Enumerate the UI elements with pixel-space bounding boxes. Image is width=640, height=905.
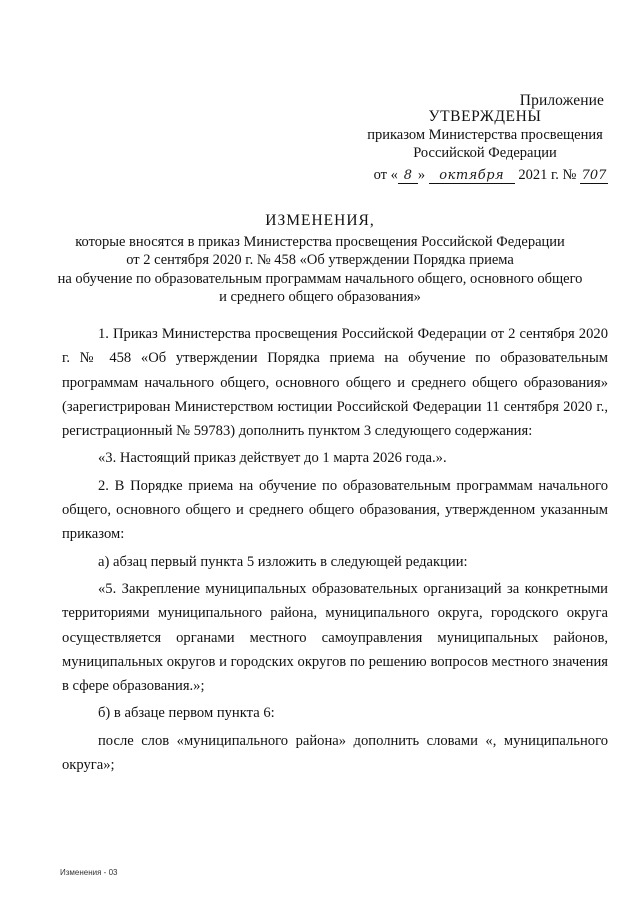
paragraph-7: после слов «муниципального района» дополнить словами «, муниципального округа»; [62,732,608,774]
document-body [62,322,608,780]
date-year: 2021 г. № [518,167,577,183]
title-line-1: которые вносятся в приказ Министерства просвещения Российской Федерации [75,233,565,250]
paragraph-6: б) в абзаце первом пункта 6: [98,705,275,722]
approval-date-line [360,166,610,184]
paragraph-5: «5. Закрепление муниципальных образовательных организаций за конкретными территориями муниципального района, муниципального округа, городского округа осуществляется органами местного самоуправления муниципальных районов, муниципальных округов и городских округов по решению вопросов местного значения в сфере образования.»; [62,580,608,695]
paragraph-1: 1. Приказ Министерства просвещения Российской Федерации от 2 сентября 2020 г. № 458 «Об утверждении Порядка приема на обучение по образовательным программам начального общего, основного общего и среднего общего образования» (зарегистрирован Министерством юстиции Российской Федерации 11 сентября 2020 г., регистрационный № 59783) дополнить пунктом 3 следующего содержания: [62,326,608,440]
title-heading: ИЗМЕНЕНИЯ, [265,212,375,229]
handwritten-day: 8 [398,169,418,184]
approval-block [360,108,610,184]
paragraph-4: а) абзац первый пункта 5 изложить в следующей редакции: [98,553,468,570]
document-title [40,212,600,307]
footer-code: Изменения - 03 [60,868,118,877]
approved-heading: УТВЕРЖДЕНЫ [428,108,542,125]
handwritten-order-number: 707 [581,168,607,183]
approval-order-line-2: Российской Федерации [413,145,557,161]
handwritten-month: октября [429,169,515,184]
title-line-4: и среднего общего образования» [219,289,421,305]
approval-order-line-1: приказом Министерства просвещения [367,127,603,143]
paragraph-2: «3. Настоящий приказ действует до 1 марта 2026 года.». [98,450,447,467]
date-mid: » [417,167,426,183]
title-line-3: на обучение по образовательным программам начального общего, основного общего [57,270,583,287]
title-line-2: от 2 сентября 2020 г. № 458 «Об утверждении Порядка приема [126,252,514,268]
paragraph-3: 2. В Порядке приема на обучение по образовательным программам начального общего, основного общего и среднего общего образования, утвержденном указанным приказом: [62,477,608,543]
appendix-label: Приложение [519,92,604,109]
date-prefix: от « [373,167,398,183]
